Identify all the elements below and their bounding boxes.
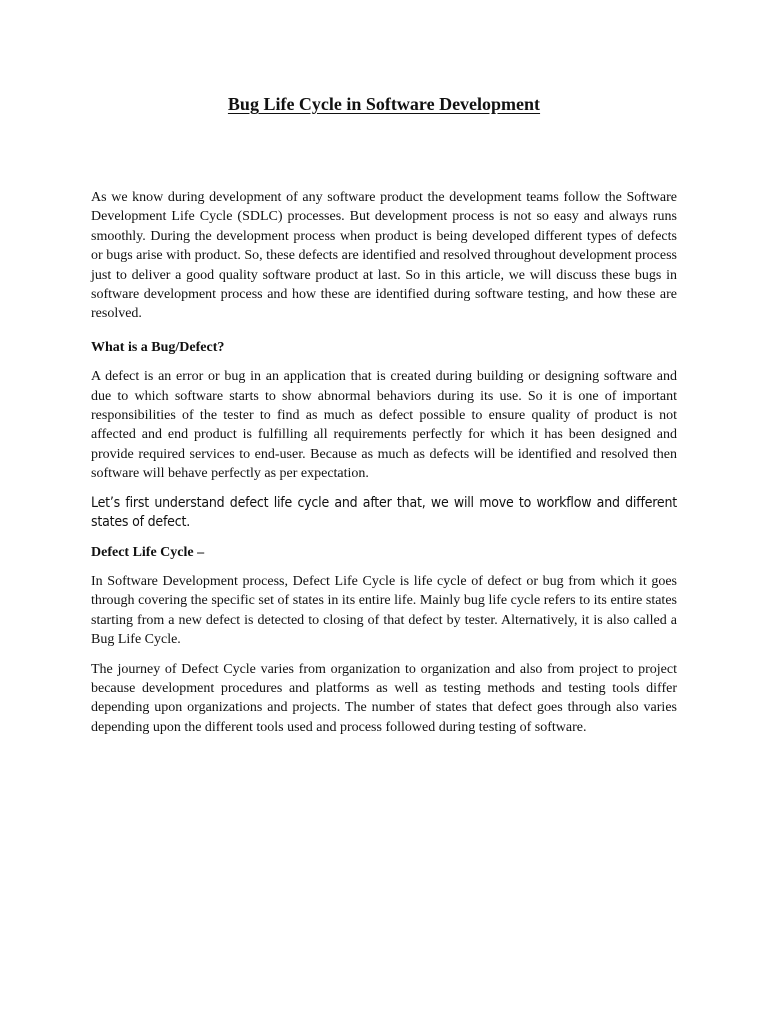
bug-definition-paragraph: A defect is an error or bug in an application that is created during building or designing software and due to which software starts to show abnormal behaviors during its use. So it is one of important responsibilities of the tester to find as much as defect possible to ensure quality of product is not affected and end product is fulfilling all requirements perfectly for which it has been designed and provide required services to end-user. Because as much as defects will be identified and resolved then software will behave perfectly as per expectation.: [91, 369, 677, 482]
section-heading-bug-defect: What is a Bug/Defect?: [91, 339, 225, 355]
transition-paragraph: Let’s first understand defect life cycle and after that, we will move to workflow and different states of defect.: [91, 494, 677, 531]
journey-paragraph: The journey of Defect Cycle varies from organization to organization and also from project to project because development procedures and platforms as well as testing methods and testing tools differ depending upon organizations and projects. The number of states that defect goes through also varies depending upon the different tools used and process followed during testing of software.: [91, 661, 677, 735]
intro-paragraph: As we know during development of any software product the development teams follow the Software Development Life Cycle (SDLC) processes. But development process is not so easy and always runs smoothly. During the development process when product is being developed different types of defects or bugs arise with product. So, these defects are identified and resolved throughout development process just to deliver a good quality software product at last. So in this article, we will discuss these bugs in software development process and how these are identified during software testing, and how these are resolved.: [91, 190, 677, 322]
section-heading-defect-life-cycle: Defect Life Cycle –: [91, 544, 205, 560]
lifecycle-paragraph: In Software Development process, Defect Life Cycle is life cycle of defect or bug from which it goes through covering the specific set of states in its entire life. Mainly bug life cycle refers to its entire states starting from a new defect is detected to closing of that defect by tester. Alternatively, it is also called a Bug Life Cycle.: [91, 573, 677, 648]
page-title-text: Bug Life Cycle in Software Development: [227, 94, 541, 114]
document-body: [91, 188, 677, 737]
page-title: [0, 92, 768, 116]
